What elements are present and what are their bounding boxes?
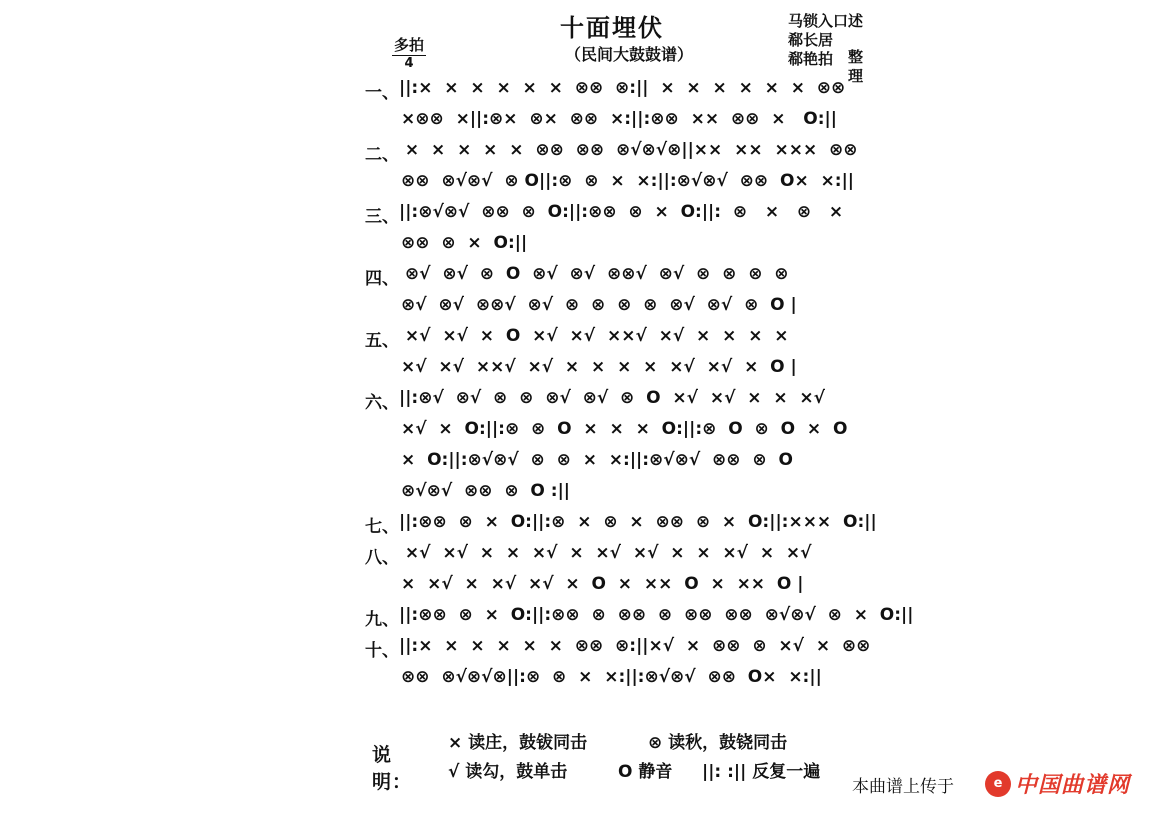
score-row (365, 295, 945, 326)
score-row (365, 202, 945, 233)
score (365, 78, 945, 698)
section-number: 九、 (365, 610, 399, 630)
logo-icon: e (985, 771, 1011, 797)
score-line: ×√ ×√ ××√ ×√ × × × × ×√ ×√ × O | (401, 357, 797, 377)
score-row (365, 450, 945, 481)
logo-name: 中国曲谱网 (1015, 773, 1131, 798)
score-line: ⊗√⊗√ ⊗⊗ ⊗ O :|| (401, 481, 570, 501)
section-number: 六、 (365, 393, 399, 413)
score-row (365, 605, 945, 636)
section-number: 七、 (365, 517, 399, 537)
score-line: ×√ ×√ × O ×√ ×√ ××√ ×√ × × × × (399, 326, 789, 346)
credit-arranger-1: 郗长居 (788, 31, 834, 49)
meter-top: 多拍 (394, 36, 425, 54)
credit-narrator: 马锁入口述 (788, 12, 864, 30)
section-number: 八、 (365, 548, 399, 568)
score-line: ⊗⊗ ⊗√⊗√ ⊗ O||:⊗ ⊗ × ×:||:⊗√⊗√ ⊗⊗ O× ×:|| (401, 171, 854, 191)
site-logo[interactable] (985, 768, 1130, 799)
legend-item-check: √ 读勾，鼓单击 (448, 762, 568, 782)
score-line: ×√ × O:||:⊗ ⊗ O × × × O:||:⊗ O ⊗ O × O (401, 419, 848, 439)
score-line: ⊗⊗ ⊗√⊗√⊗||:⊗ ⊗ × ×:||:⊗√⊗√ ⊗⊗ O× ×:|| (401, 667, 822, 687)
legend-item-repeat: ||: :|| 反复一遍 (702, 762, 821, 782)
legend-item-cross: × 读庄，鼓钹同击 (448, 733, 588, 753)
section-number: 一、 (365, 83, 399, 103)
score-line: ||:⊗⊗ ⊗ × O:||:⊗⊗ ⊗ ⊗⊗ ⊗ ⊗⊗ ⊗⊗ ⊗√⊗√ ⊗ × O:|| (399, 605, 914, 625)
page-title: 十面埋伏 (560, 14, 664, 42)
score-line: × × × × × ⊗⊗ ⊗⊗ ⊗√⊗√⊗||×× ×× ××× ⊗⊗ (399, 140, 858, 160)
score-row (365, 78, 945, 109)
legend-item-circle-cross: ⊗ 读秋，鼓铙同击 (648, 733, 788, 753)
score-row (365, 233, 945, 264)
score-row (365, 636, 945, 667)
section-number: 十、 (365, 641, 399, 661)
score-row (365, 140, 945, 171)
section-number: 五、 (365, 331, 399, 351)
score-row (365, 388, 945, 419)
score-line: × O:||:⊗√⊗√ ⊗ ⊗ × ×:||:⊗√⊗√ ⊗⊗ ⊗ O (401, 450, 793, 470)
score-line: ⊗⊗ ⊗ × O:|| (401, 233, 528, 253)
section-number: 四、 (365, 269, 399, 289)
score-row (365, 357, 945, 388)
score-row (365, 419, 945, 450)
score-row (365, 667, 945, 698)
score-row (365, 574, 945, 605)
score-line: ×⊗⊗ ×||:⊗× ⊗× ⊗⊗ ×:||:⊗⊗ ×× ⊗⊗ × O:|| (401, 109, 837, 129)
score-line: ||:⊗⊗ ⊗ × O:||:⊗ × ⊗ × ⊗⊗ ⊗ × O:||:××× O:|| (399, 512, 877, 532)
score-line: ⊗√ ⊗√ ⊗ O ⊗√ ⊗√ ⊗⊗√ ⊗√ ⊗ ⊗ ⊗ ⊗ (399, 264, 789, 284)
score-row (365, 264, 945, 295)
score-line: ⊗√ ⊗√ ⊗⊗√ ⊗√ ⊗ ⊗ ⊗ ⊗ ⊗√ ⊗√ ⊗ O | (401, 295, 797, 315)
score-line: ||:× × × × × × ⊗⊗ ⊗:|| × × × × × × ⊗⊗ (399, 78, 846, 98)
credit-arranger-2: 郗艳拍 (788, 50, 834, 68)
credits (788, 12, 864, 85)
credit-role: 整理 (848, 48, 864, 85)
footer-text: 本曲谱上传于 (852, 777, 954, 797)
score-line: ||:⊗√⊗√ ⊗⊗ ⊗ O:||:⊗⊗ ⊗ × O:||: ⊗ × ⊗ × (399, 202, 844, 222)
section-number: 二、 (365, 145, 399, 165)
legend-label: 说明： (372, 744, 413, 793)
legend-item-rest: O 静音 (618, 762, 673, 782)
meter (392, 34, 426, 71)
score-line: ||:× × × × × × ⊗⊗ ⊗:||×√ × ⊗⊗ ⊗ ×√ × ⊗⊗ (399, 636, 871, 656)
score-row (365, 109, 945, 140)
score-line: ×√ ×√ × × ×√ × ×√ ×√ × × ×√ × ×√ (399, 543, 812, 563)
score-line: ||:⊗√ ⊗√ ⊗ ⊗ ⊗√ ⊗√ ⊗ O ×√ ×√ × × ×√ (399, 388, 826, 408)
page-subtitle: （民间大鼓鼓谱） (565, 45, 694, 64)
score-row (365, 512, 945, 543)
score-row (365, 171, 945, 202)
score-row (365, 543, 945, 574)
score-row (365, 481, 945, 512)
score-line: × ×√ × ×√ ×√ × O × ×× O × ×× O | (401, 574, 804, 594)
section-number: 三、 (365, 207, 399, 227)
score-row (365, 326, 945, 357)
meter-bottom: 4 (404, 56, 414, 71)
